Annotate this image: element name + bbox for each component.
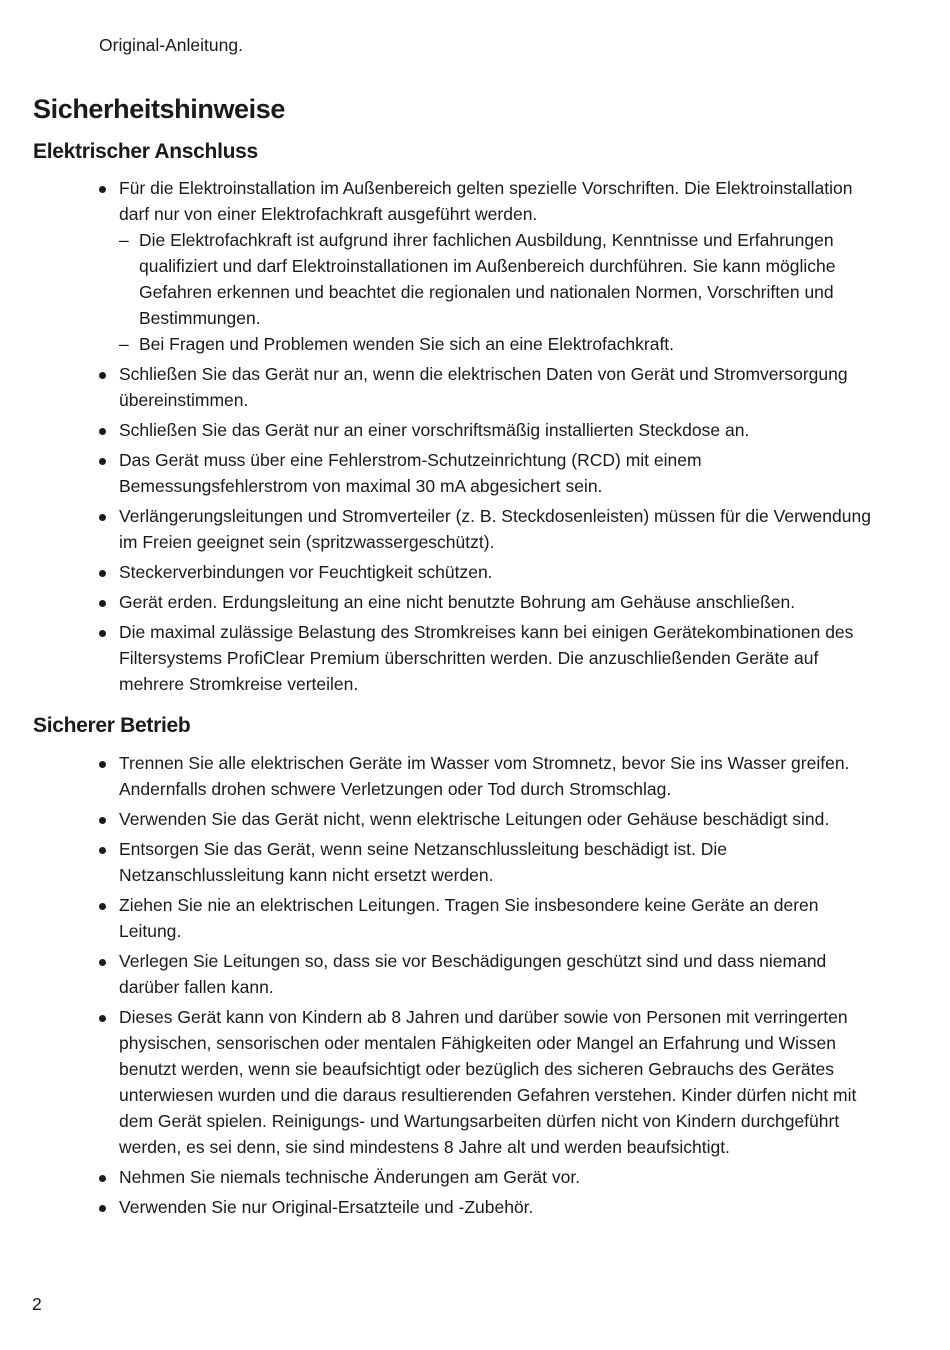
list-item [0,1194,874,1220]
list-item [0,619,874,697]
list-item-text: Das Gerät muss über eine Fehlerstrom-Schutzeinrichtung (RCD) mit einem Bemessungsfehlerstrom von maximal 30 mA abgesichert sein. [119,450,702,496]
list-item [0,175,874,357]
list-item [0,806,874,832]
list-item [0,948,874,1000]
electrical-list [0,175,950,701]
bullet-icon [99,903,106,910]
dash-marker: – [119,230,129,250]
list-item-text: Schließen Sie das Gerät nur an einer vorschriftsmäßig installierten Steckdose an. [119,420,750,440]
bullet-icon [99,959,106,966]
list-item [0,417,874,443]
bullet-icon [99,1205,106,1212]
bullet-icon [99,372,106,379]
list-item [0,836,874,888]
list-item [0,447,874,499]
bullet-icon [99,570,106,577]
bullet-icon [99,630,106,637]
list-item [0,750,874,802]
sub-list-item-text: Die Elektrofachkraft ist aufgrund ihrer fachlichen Ausbildung, Kenntnisse und Erfahrungen qualifiziert und darf Elektroinstallationen im Außenbereich durchführen. Sie kann mögliche Gefahren erkennen und beachtet die regionalen und nationalen Normen, Vorschriften und Bestimmungen. [139,230,836,328]
bullet-icon [99,1175,106,1182]
bullet-icon [99,761,106,768]
list-item-text: Schließen Sie das Gerät nur an, wenn die elektrischen Daten von Gerät und Stromversorgung übereinstimmen. [119,364,848,410]
section-heading-electrical: Elektrischer Anschluss [33,140,258,163]
sub-list [119,227,874,357]
sub-list-item [119,227,864,331]
list-item-text: Verlängerungsleitungen und Stromverteiler (z. B. Steckdosenleisten) müssen für die Verwendung im Freien geeignet sein (spritzwassergeschützt). [119,506,871,552]
bullet-icon [99,600,106,607]
list-item [0,503,874,555]
list-item-text: Für die Elektroinstallation im Außenbereich gelten spezielle Vorschriften. Die Elektroinstallation darf nur von einer Elektrofachkraft ausgeführt werden. [119,178,853,224]
list-item [0,1004,874,1160]
dash-marker: – [119,334,129,354]
list-item [0,559,874,585]
list-item [0,892,874,944]
bullet-icon [99,458,106,465]
list-item [0,1164,874,1190]
list-item [0,361,874,413]
page-number: 2 [32,1294,42,1314]
list-item-text: Steckerverbindungen vor Feuchtigkeit schützen. [119,562,493,582]
page-title: Sicherheitshinweise [33,94,285,124]
list-item-text: Gerät erden. Erdungsleitung an eine nicht benutzte Bohrung am Gehäuse anschließen. [119,592,796,612]
bullet-icon [99,847,106,854]
safe-operation-list [0,750,950,1224]
bullet-icon [99,428,106,435]
list-item-text: Trennen Sie alle elektrischen Geräte im Wasser vom Stromnetz, bevor Sie ins Wasser greifen. Andernfalls drohen schwere Verletzungen oder Tod durch Stromschlag. [119,753,850,799]
sub-list-item [119,331,864,357]
top-note: Original-Anleitung. [99,35,243,55]
list-item-text: Verwenden Sie das Gerät nicht, wenn elektrische Leitungen oder Gehäuse beschädigt sind. [119,809,830,829]
sub-list-item-text: Bei Fragen und Problemen wenden Sie sich an eine Elektrofachkraft. [139,334,675,354]
list-item-text: Verwenden Sie nur Original-Ersatzteile und -Zubehör. [119,1197,534,1217]
list-item-text: Ziehen Sie nie an elektrischen Leitungen. Tragen Sie insbesondere keine Geräte an deren Leitung. [119,895,819,941]
section-heading-safe-operation: Sicherer Betrieb [33,714,191,737]
bullet-icon [99,186,106,193]
bullet-icon [99,817,106,824]
bullet-icon [99,1015,106,1022]
list-item-text: Nehmen Sie niemals technische Änderungen am Gerät vor. [119,1167,581,1187]
list-item-text: Entsorgen Sie das Gerät, wenn seine Netzanschlussleitung beschädigt ist. Die Netzanschlussleitung kann nicht ersetzt werden. [119,839,727,885]
list-item [0,589,874,615]
list-item-text: Verlegen Sie Leitungen so, dass sie vor Beschädigungen geschützt sind und dass niemand darüber fallen kann. [119,951,827,997]
bullet-icon [99,514,106,521]
list-item-text: Die maximal zulässige Belastung des Stromkreises kann bei einigen Gerätekombinationen des Filtersystems ProfiClear Premium überschritten werden. Die anzuschließenden Geräte auf mehrere Stromkreise verteilen. [119,622,854,694]
list-item-text: Dieses Gerät kann von Kindern ab 8 Jahren und darüber sowie von Personen mit verringerten physischen, sensorischen oder mentalen Fähigkeiten oder Mangel an Erfahrung und Wissen benutzt werden, wenn sie beaufsichtigt oder bezüglich des sicheren Gebrauchs des Gerätes unterwiesen wurden und die daraus resultierenden Gefahren verstehen. Kinder dürfen nicht mit dem Gerät spielen. Reinigungs- und Wartungsarbeiten dürfen nicht von Kindern durchgeführt werden, es sei denn, sie sind mindestens 8 Jahre alt und werden beaufsichtigt. [119,1007,857,1157]
